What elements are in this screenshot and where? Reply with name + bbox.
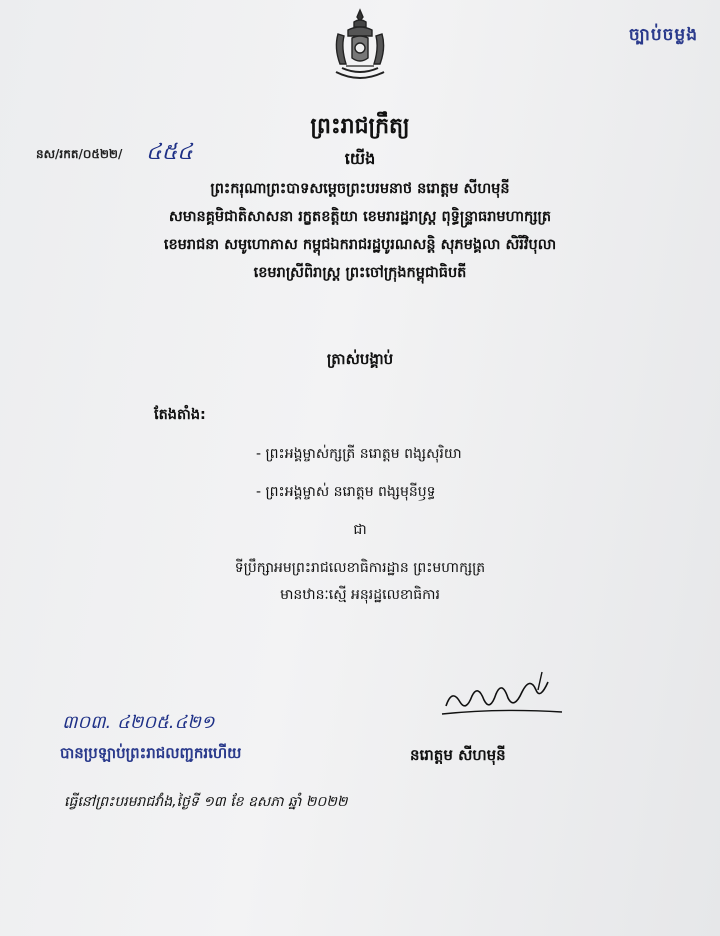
appointee-2: - ព្រះអង្គម្ចាស់ នរោត្តម ពង្សមុនីឫទ្ធ bbox=[256, 484, 436, 500]
appointee-1: - ព្រះអង្គម្ចាស់ក្សត្រី នរោត្តម ពង្សសុរិយា bbox=[256, 446, 462, 462]
position-rank: មានឋានៈស្មើ អនុរដ្ឋលេខាធិការ bbox=[280, 587, 440, 603]
preamble-line: ខេមរាជនា សមូហោភាស កម្ពុជឯករាជរដ្ឋបូរណសន្តិ សុភមង្គលា សិរីវិបុលា bbox=[163, 237, 557, 253]
position-title: ទីប្រឹក្សាអមព្រះរាជលេខាធិការដ្ឋាន ព្រះមហាក្សត្រ bbox=[234, 560, 486, 576]
appoint-label: តែងតាំង: bbox=[154, 407, 206, 423]
preamble-line: ខេមរាស្រីពិរាស្ត្រ ព្រះចៅក្រុងកម្ពុជាធិបតី bbox=[253, 265, 467, 281]
preamble-we: យើង bbox=[344, 149, 376, 168]
page-title: ព្រះរាជក្រឹត្យ bbox=[310, 114, 410, 139]
as-connector: ជា bbox=[353, 522, 367, 538]
sealed-stamp: បានប្រឡាប់ព្រះរាជលញ្ជករហើយ bbox=[60, 744, 242, 762]
preamble-line: ព្រះករុណាព្រះបាទសម្តេចព្រះបរមនាថ នរោត្តម សីហមុនី bbox=[210, 181, 510, 197]
reference-number: នស/រកត/០៥២២/ bbox=[36, 147, 123, 161]
handwritten-registration: ៣០៣. ៤២០៥.៤២១ bbox=[62, 712, 215, 733]
issue-date: ធ្វើនៅព្រះបរមរាជវាំង,ថ្ងៃទី ១៣ ខែ ឧសភា ឆ្នាំ ២០២២ bbox=[64, 794, 348, 810]
certified-copy-stamp: ច្បាប់ចម្លង bbox=[628, 25, 698, 45]
preamble-line: សមានគ្គមិជាតិសាសនា រក្ខតខត្តិយា ខេមរារដ្ឋរាស្ត្រ ពុទ្ធិន្ទ្រាធរាមហាក្សត្រ bbox=[168, 209, 552, 225]
reference-handwritten: ៤៥៤ bbox=[146, 140, 193, 165]
royal-coat-of-arms-icon bbox=[328, 8, 392, 84]
handwritten-signature bbox=[438, 668, 568, 718]
order-heading: ត្រាស់បង្គាប់ bbox=[326, 350, 394, 368]
signatory-name: នរោត្តម សីហមុនី bbox=[410, 746, 506, 764]
